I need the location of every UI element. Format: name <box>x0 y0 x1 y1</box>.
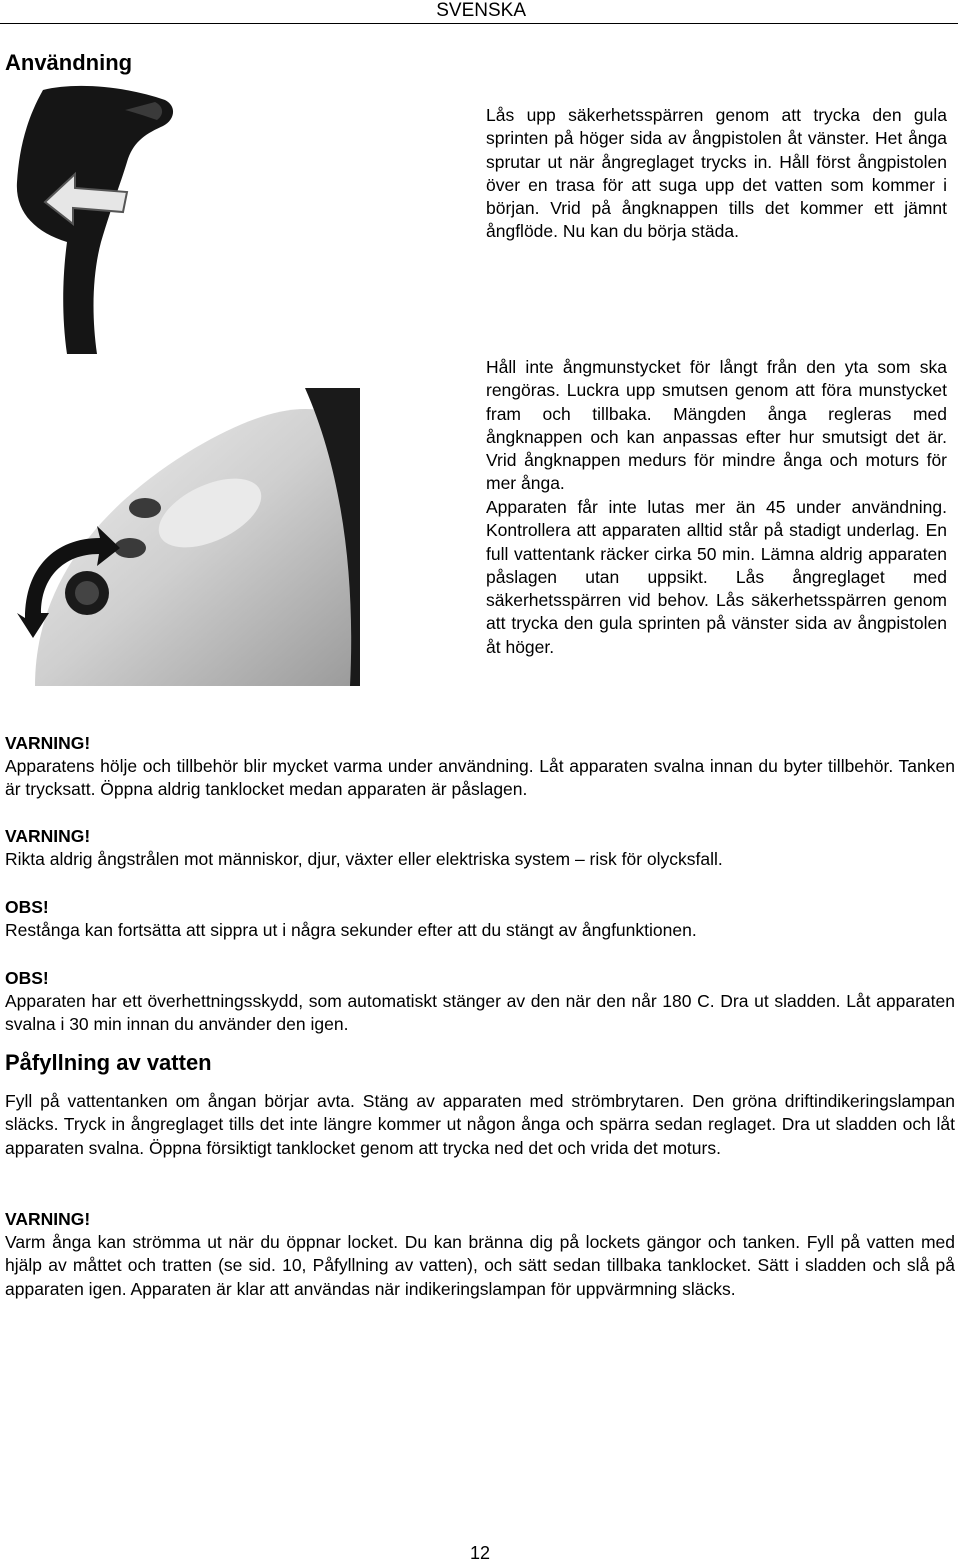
steam-cleaner-knob-illustration <box>5 388 360 686</box>
note-text-2: Apparaten har ett överhettningsskydd, som automatiskt stänger av den när den når 180 C. Dra ut sladden. Låt apparaten svalna i 30 min innan du använder den igen. <box>5 991 955 1035</box>
warning-label-2: VARNING! <box>5 826 91 846</box>
steam-gun-illustration <box>5 82 180 354</box>
header-language: SVENSKA <box>436 0 526 21</box>
warning-text-1: Apparatens hölje och tillbehör blir mycket varma under användning. Låt apparaten svalna innan du byter tillbehör. Tanken är trycksatt. Öppna aldrig tanklocket medan apparaten är påslagen. <box>5 756 955 800</box>
warning-label-3: VARNING! <box>5 1209 91 1229</box>
usage-title: Användning <box>5 50 133 75</box>
instruction-paragraph-1: Lås upp säkerhetsspärren genom att trycka den gula sprinten på höger sida av ångpistolen åt vänster. Het ånga sprutar ut när ångreglaget trycks in. Håll först ångpistolen över en trasa för att suga upp det vatten som kommer i början. Vrid på ångknappen tills det kommer ett jämnt ångflöde. Nu kan du börja städa. <box>486 105 947 242</box>
header-divider <box>0 23 958 24</box>
instruction-paragraph-2: Håll inte ångmunstycket för långt från den yta som ska rengöras. Luckra upp smutsen genom att föra munstycket fram och tillbaka. Mängden ånga regleras med ångknappen och kan anpassas efter hur smutsigt det är. Vrid ångknappen medurs för mindre ånga och moturs för mer ånga. <box>486 357 947 494</box>
page-number: 12 <box>469 1543 491 1563</box>
instruction-paragraph-3: Apparaten får inte lutas mer än 45 under användning. Kontrollera att apparaten alltid står på stadigt underlag. En full vattentank räcker cirka 50 min. Lämna aldrig apparaten påslagen utan uppsikt. Lås ångreglaget med säkerhetsspärren vid behov. Lås säkerhetsspärren genom att trycka den gula sprinten på vänster sida av ångpistolen åt höger. <box>486 497 947 657</box>
warning-text-2: Rikta aldrig ångstrålen mot människor, djur, växter eller elektriska system – risk för olycksfall. <box>5 849 723 869</box>
note-text-1: Restånga kan fortsätta att sippra ut i några sekunder efter att du stängt av ångfunktionen. <box>5 920 697 940</box>
warning-text-3: Varm ånga kan strömma ut när du öppnar locket. Du kan bränna dig på lockets gängor och tanken. Fyll på vatten med hjälp av måttet och tratten (se sid. 10, Påfyllning av vatten), och sätt sedan tillbaka tanklocket. Sätt i sladden och slå på apparaten igen. Apparaten är klar att användas när indikeringslampan för uppvärmning släcks. <box>5 1232 955 1299</box>
note-label-2: OBS! <box>5 968 49 988</box>
warning-label-1: VARNING! <box>5 733 91 753</box>
note-label-1: OBS! <box>5 897 49 917</box>
refill-text: Fyll på vattentanken om ångan börjar avta. Stäng av apparaten med strömbrytaren. Den gröna driftindikeringslampan släcks. Tryck in ångreglaget tills det inte längre kommer ut någon ånga och spärra sedan reglaget. Dra ut sladden och låt apparaten svalna. Öppna försiktigt tanklocket genom att trycka ned det och vrida det moturs. <box>5 1091 955 1158</box>
refill-title: Påfyllning av vatten <box>5 1050 212 1075</box>
